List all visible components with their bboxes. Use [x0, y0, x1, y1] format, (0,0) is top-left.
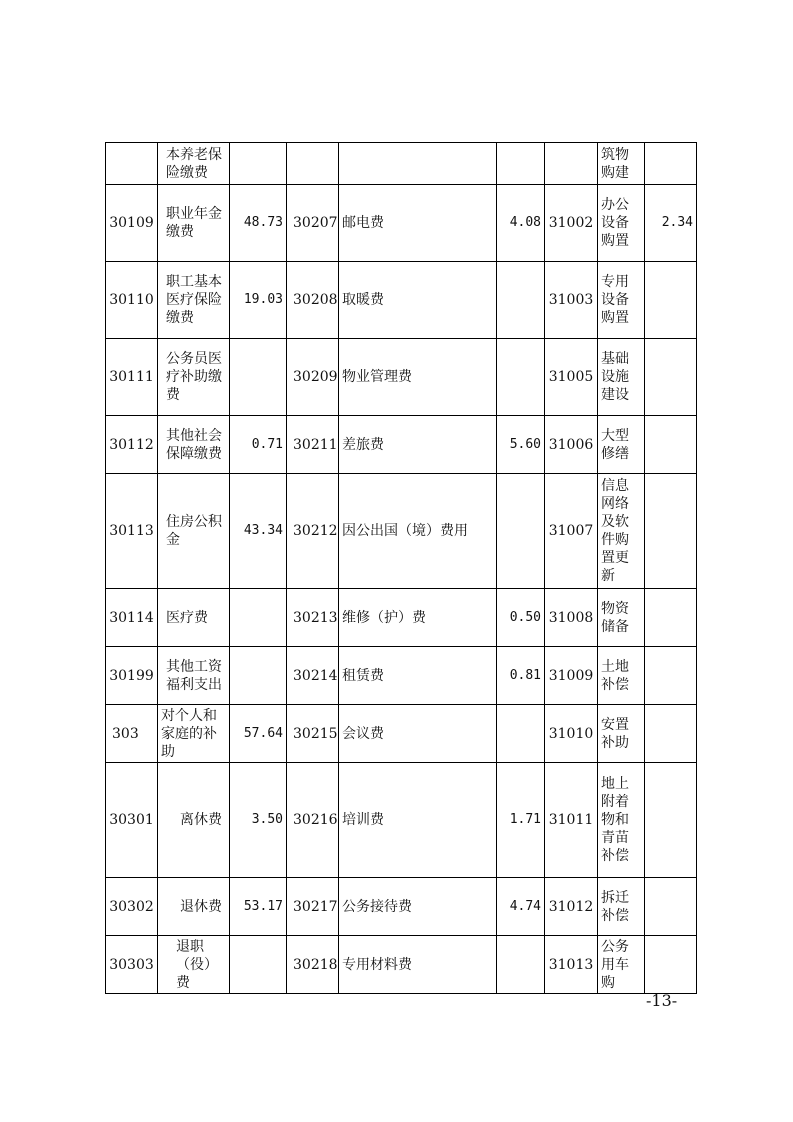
amount-cell — [645, 936, 697, 994]
item-name-cell: 退职（役）费 — [158, 936, 230, 994]
amount-cell — [230, 647, 287, 705]
code-cell — [545, 143, 598, 185]
code-cell: 31006 — [545, 416, 598, 474]
code-cell: 30208 — [287, 262, 339, 339]
item-name-cell: 大型修缮 — [598, 416, 645, 474]
item-name-cell: 差旅费 — [339, 416, 497, 474]
code-cell: 31005 — [545, 339, 598, 416]
page-number: -13- — [646, 991, 678, 1010]
budget-table — [105, 142, 697, 994]
item-name-cell: 筑物购建 — [598, 143, 645, 185]
amount-cell: 2.34 — [645, 185, 697, 262]
item-name-cell: 职工基本医疗保险缴费 — [158, 262, 230, 339]
table-row — [106, 589, 697, 647]
code-cell: 30301 — [106, 763, 158, 878]
amount-cell — [497, 936, 545, 994]
amount-cell — [645, 647, 697, 705]
amount-cell: 43.34 — [230, 474, 287, 589]
item-name-cell: 公务用车购 — [598, 936, 645, 994]
code-cell — [106, 143, 158, 185]
table-row — [106, 262, 697, 339]
item-name-cell: 会议费 — [339, 705, 497, 763]
item-name-cell: 对个人和家庭的补助 — [158, 705, 230, 763]
code-cell: 31013 — [545, 936, 598, 994]
item-name-cell: 邮电费 — [339, 185, 497, 262]
amount-cell — [497, 474, 545, 589]
item-name-cell: 本养老保险缴费 — [158, 143, 230, 185]
code-cell: 30211 — [287, 416, 339, 474]
code-cell: 31008 — [545, 589, 598, 647]
code-cell: 30212 — [287, 474, 339, 589]
amount-cell — [645, 474, 697, 589]
code-cell: 30303 — [106, 936, 158, 994]
item-name-cell: 土地补偿 — [598, 647, 645, 705]
amount-cell — [230, 339, 287, 416]
amount-cell: 19.03 — [230, 262, 287, 339]
amount-cell: 48.73 — [230, 185, 287, 262]
amount-cell — [497, 143, 545, 185]
code-cell: 31003 — [545, 262, 598, 339]
amount-cell: 0.71 — [230, 416, 287, 474]
code-cell: 30207 — [287, 185, 339, 262]
item-name-cell: 信息网络及软件购置更新 — [598, 474, 645, 589]
item-name-cell: 安置补助 — [598, 705, 645, 763]
code-cell: 31010 — [545, 705, 598, 763]
table-row — [106, 185, 697, 262]
amount-cell: 57.64 — [230, 705, 287, 763]
code-cell: 30214 — [287, 647, 339, 705]
amount-cell: 3.50 — [230, 763, 287, 878]
amount-cell: 5.60 — [497, 416, 545, 474]
code-cell: 30217 — [287, 878, 339, 936]
item-name-cell: 维修（护）费 — [339, 589, 497, 647]
amount-cell: 0.81 — [497, 647, 545, 705]
amount-cell — [497, 705, 545, 763]
amount-cell — [645, 705, 697, 763]
item-name-cell: 租赁费 — [339, 647, 497, 705]
code-cell: 30112 — [106, 416, 158, 474]
item-name-cell: 因公出国（境）费用 — [339, 474, 497, 589]
amount-cell: 0.50 — [497, 589, 545, 647]
code-cell: 30209 — [287, 339, 339, 416]
code-cell: 30216 — [287, 763, 339, 878]
item-name-cell: 拆迁补偿 — [598, 878, 645, 936]
amount-cell — [645, 339, 697, 416]
table-row — [106, 143, 697, 185]
item-name-cell: 离休费 — [158, 763, 230, 878]
code-cell — [287, 143, 339, 185]
amount-cell — [645, 589, 697, 647]
amount-cell — [645, 763, 697, 878]
amount-cell — [645, 416, 697, 474]
item-name-cell: 办公设备购置 — [598, 185, 645, 262]
amount-cell — [645, 262, 697, 339]
item-name-cell: 职业年金缴费 — [158, 185, 230, 262]
code-cell: 30109 — [106, 185, 158, 262]
table-row — [106, 763, 697, 878]
code-cell: 30111 — [106, 339, 158, 416]
item-name-cell: 取暖费 — [339, 262, 497, 339]
amount-cell: 4.74 — [497, 878, 545, 936]
item-name-cell: 公务员医疗补助缴费 — [158, 339, 230, 416]
amount-cell: 4.08 — [497, 185, 545, 262]
amount-cell: 53.17 — [230, 878, 287, 936]
item-name-cell — [339, 143, 497, 185]
table-row — [106, 878, 697, 936]
table-row — [106, 416, 697, 474]
table-row — [106, 936, 697, 994]
amount-cell — [230, 589, 287, 647]
code-cell: 30113 — [106, 474, 158, 589]
table-row — [106, 705, 697, 763]
amount-cell — [645, 878, 697, 936]
code-cell: 30218 — [287, 936, 339, 994]
code-cell: 31011 — [545, 763, 598, 878]
code-cell: 30110 — [106, 262, 158, 339]
item-name-cell: 其他工资福利支出 — [158, 647, 230, 705]
item-name-cell: 医疗费 — [158, 589, 230, 647]
item-name-cell: 物资储备 — [598, 589, 645, 647]
code-cell: 30302 — [106, 878, 158, 936]
code-cell: 31012 — [545, 878, 598, 936]
table-row — [106, 339, 697, 416]
item-name-cell: 物业管理费 — [339, 339, 497, 416]
amount-cell — [497, 262, 545, 339]
item-name-cell: 住房公积金 — [158, 474, 230, 589]
item-name-cell: 公务接待费 — [339, 878, 497, 936]
amount-cell: 1.71 — [497, 763, 545, 878]
amount-cell — [230, 936, 287, 994]
item-name-cell: 退休费 — [158, 878, 230, 936]
item-name-cell: 专用材料费 — [339, 936, 497, 994]
code-cell: 30199 — [106, 647, 158, 705]
item-name-cell: 培训费 — [339, 763, 497, 878]
code-cell: 303 — [106, 705, 158, 763]
table-row — [106, 647, 697, 705]
amount-cell — [230, 143, 287, 185]
code-cell: 30114 — [106, 589, 158, 647]
item-name-cell: 基础设施建设 — [598, 339, 645, 416]
table-row — [106, 474, 697, 589]
code-cell: 30215 — [287, 705, 339, 763]
code-cell: 31007 — [545, 474, 598, 589]
item-name-cell: 其他社会保障缴费 — [158, 416, 230, 474]
amount-cell — [497, 339, 545, 416]
code-cell: 30213 — [287, 589, 339, 647]
item-name-cell: 地上附着物和青苗补偿 — [598, 763, 645, 878]
code-cell: 31009 — [545, 647, 598, 705]
code-cell: 31002 — [545, 185, 598, 262]
amount-cell — [645, 143, 697, 185]
item-name-cell: 专用设备购置 — [598, 262, 645, 339]
